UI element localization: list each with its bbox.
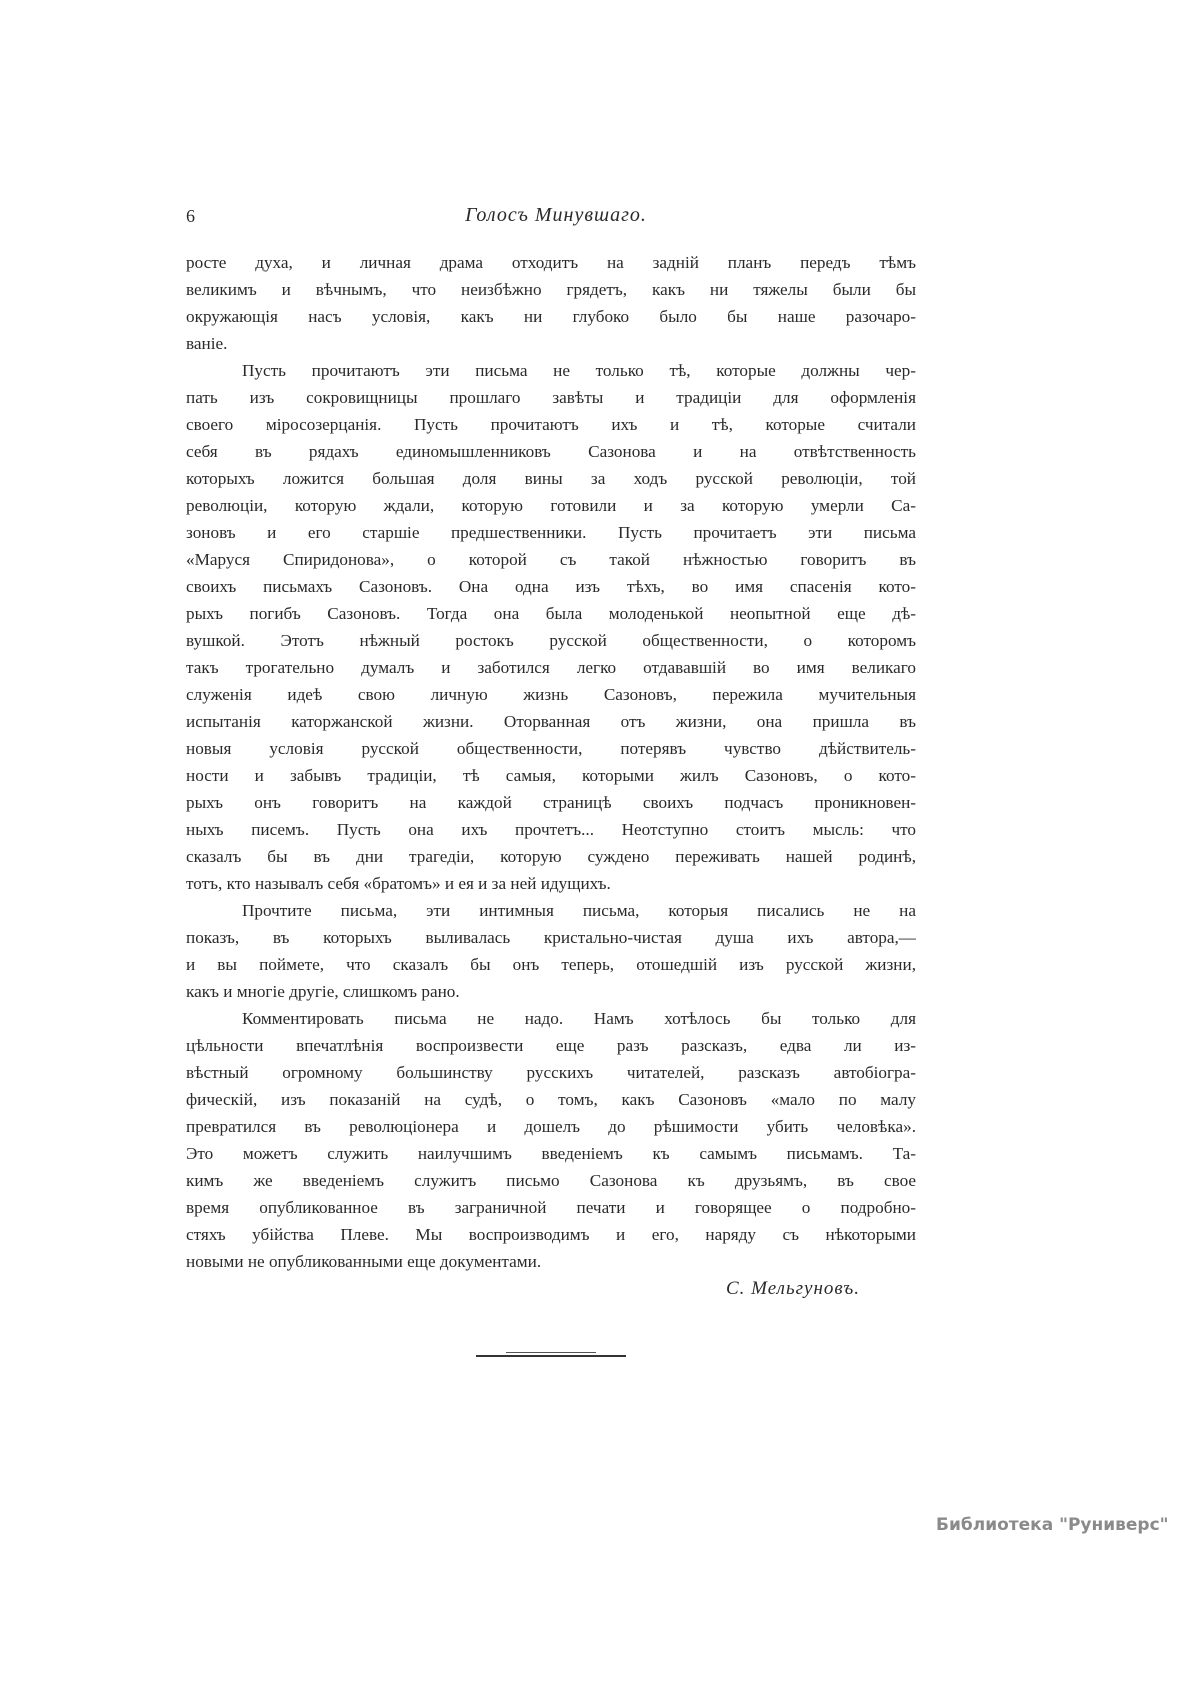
text-line: новыми не опубликованными еще документами. xyxy=(186,1252,542,1271)
text-line: великимъ и вѣчнымъ, что неизбѣжно грядетъ, какъ ни тяжелы были бы xyxy=(186,280,916,299)
text-line: Комментировать письма не надо. Намъ хотѣлось бы только для xyxy=(242,1009,916,1028)
text-line: какъ и многіе другіе, слишкомъ рано. xyxy=(186,982,460,1001)
page-number: 6 xyxy=(186,206,195,226)
text-line: Это можетъ служить наилучшимъ введеніемъ къ самымъ письмамъ. Та- xyxy=(186,1144,916,1163)
text-line: тотъ, кто называлъ себя «братомъ» и ея и за ней идущихъ. xyxy=(186,874,611,893)
text-line: которыхъ ложится большая доля вины за ходъ русской революціи, той xyxy=(186,469,916,488)
text-line: Прочтите письма, эти интимныя письма, которыя писались не на xyxy=(242,901,916,920)
text-line: своего міросозерцанія. Пусть прочитаютъ ихъ и тѣ, которые считали xyxy=(186,415,916,434)
text-line: пать изъ сокровищницы прошлаго завѣты и традиціи для оформленія xyxy=(186,388,916,407)
text-line: окружающія насъ условія, какъ ни глубоко было бы наше разочаро- xyxy=(186,307,916,326)
text-line: превратился въ революціонера и дошелъ до рѣшимости убить человѣка». xyxy=(186,1117,916,1136)
text-line: вѣстный огромному большинству русскихъ читателей, разсказъ автобіогра- xyxy=(186,1063,916,1082)
text-line: стяхъ убійства Плеве. Мы воспроизводимъ и его, наряду съ нѣкоторыми xyxy=(186,1225,916,1244)
text-line: революціи, которую ждали, которую готовили и за которую умерли Са- xyxy=(186,496,916,515)
text-line: показъ, въ которыхъ выливалась кристально-чистая душа ихъ автора,— xyxy=(186,928,916,947)
text-line: фическій, изъ показаній на судѣ, о томъ, какъ Сазоновъ «мало по малу xyxy=(186,1090,916,1109)
text-line: ваніе. xyxy=(186,334,228,353)
text-line: «Маруся Спиридонова», о которой съ такой нѣжностью говоритъ въ xyxy=(186,550,916,569)
text-line: зоновъ и его старшіе предшественники. Пусть прочитаетъ эти письма xyxy=(186,523,916,542)
end-rule-accent xyxy=(506,1352,596,1353)
text-line: себя въ рядахъ единомышленниковъ Сазонова и на отвѣтственность xyxy=(186,442,916,461)
library-watermark: Библиотека "Руниверс" xyxy=(936,1515,1169,1535)
body-text xyxy=(186,249,916,1275)
text-line: ныхъ писемъ. Пусть она ихъ прочтетъ... Неотступно стоитъ мысль: что xyxy=(186,820,916,839)
text-line: испытанія каторжанской жизни. Оторванная отъ жизни, она пришла въ xyxy=(186,712,916,731)
text-line: кимъ же введеніемъ служитъ письмо Сазонова къ друзьямъ, въ свое xyxy=(186,1171,916,1190)
text-line: цѣльности впечатлѣнія воспроизвести еще разъ разсказъ, едва ли из- xyxy=(186,1036,916,1055)
running-title: Голосъ Минувшаго. xyxy=(465,204,647,226)
text-line: Пусть прочитаютъ эти письма не только тѣ, которые должны чер- xyxy=(242,361,916,380)
text-line: такъ трогательно думалъ и заботился легко отдававшій во имя великаго xyxy=(186,658,916,677)
text-line: и вы поймете, что сказалъ бы онъ теперь, отошедшій изъ русской жизни, xyxy=(186,955,916,974)
text-line: рыхъ онъ говоритъ на каждой страницѣ своихъ подчасъ проникновен- xyxy=(186,793,916,812)
text-line: новыя условія русской общественности, потерявъ чувство дѣйствитель- xyxy=(186,739,916,758)
text-line: своихъ письмахъ Сазоновъ. Она одна изъ тѣхъ, во имя спасенія кото- xyxy=(186,577,916,596)
text-line: ности и забывъ традиціи, тѣ самыя, которыми жилъ Сазоновъ, о кото- xyxy=(186,766,916,785)
text-line: росте духа, и личная драма отходитъ на задній планъ передъ тѣмъ xyxy=(186,253,916,272)
text-line: служенія идеѣ свою личную жизнь Сазоновъ, пережила мучительныя xyxy=(186,685,916,704)
text-line: сказалъ бы въ дни трагедіи, которую суждено переживать нашей родинѣ, xyxy=(186,847,916,866)
end-rule xyxy=(476,1355,626,1357)
text-line: время опубликованное въ заграничной печати и говорящее о подробно- xyxy=(186,1198,916,1217)
text-line: вушкой. Этотъ нѣжный ростокъ русской общественности, о которомъ xyxy=(186,631,916,650)
signature: С. Мельгуновъ. xyxy=(725,1278,860,1299)
text-line: рыхъ погибъ Сазоновъ. Тогда она была молоденькой неопытной еще дѣ- xyxy=(186,604,916,623)
